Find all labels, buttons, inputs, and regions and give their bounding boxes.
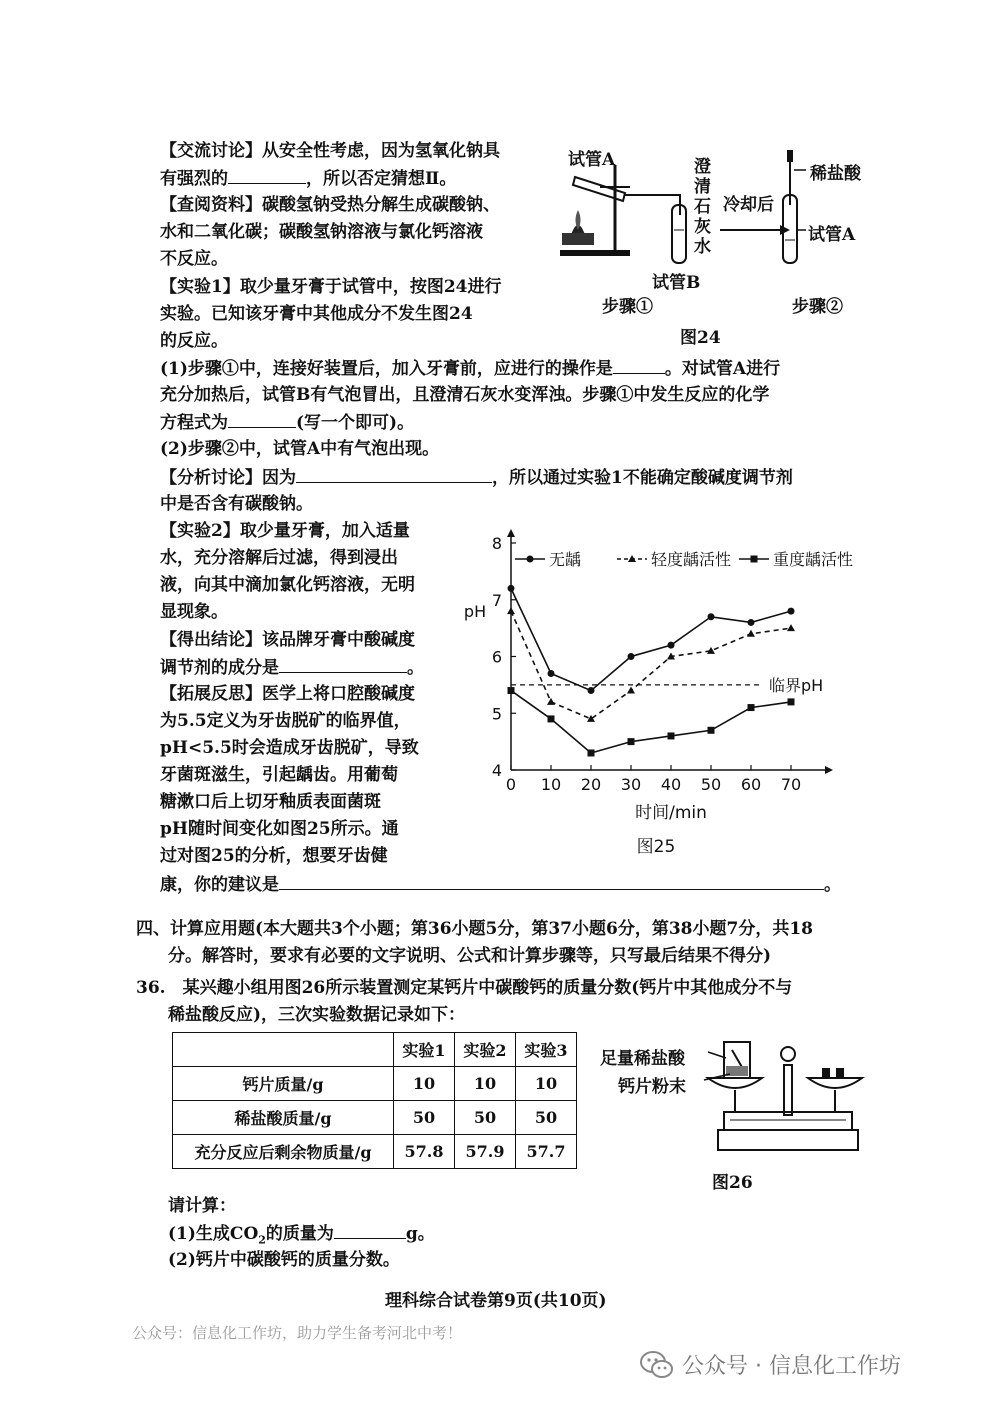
text-calc: 请计算： <box>168 1196 236 1216</box>
text-experiment-2: 【实验2】取少量牙膏，加入适量 <box>160 521 410 541</box>
data-point <box>668 732 675 739</box>
data-point <box>548 715 555 722</box>
text-calc-2: (2)钙片中碳酸钙的质量分数。 <box>168 1250 400 1270</box>
table-cell: 稀盐酸质量/g <box>173 1101 394 1135</box>
table-cell: 57.8 <box>394 1135 455 1169</box>
text-q36: 36. 某兴趣小组用图26所示装置测定某钙片中碳酸钙的质量分数(钙片中其他成分不与 <box>136 978 793 998</box>
label-tube-a-step2: 试管A <box>808 225 856 245</box>
x-tick-label: 60 <box>740 775 762 794</box>
text-line: 调节剂的成分是 。 <box>160 658 424 678</box>
text-exchange-discussion: 【交流讨论】从安全性考虑，因为氢氧化钠具 <box>160 141 500 161</box>
table-cell: 50 <box>455 1101 516 1135</box>
text-line: 液，向其中滴加氯化钙溶液，无明 <box>160 575 415 595</box>
table-row <box>173 1135 577 1169</box>
blank-answer[interactable] <box>279 873 824 890</box>
data-point <box>748 704 755 711</box>
legend-marker <box>751 556 758 563</box>
table-cell: 10 <box>516 1067 577 1101</box>
blank-answer[interactable] <box>228 411 296 428</box>
table-cell: 充分反应后剩余物质量/g <box>173 1135 394 1169</box>
label-step-2: 步骤② <box>792 297 843 317</box>
table-cell: 10 <box>394 1067 455 1101</box>
y-tick-label: 7 <box>491 590 503 610</box>
y-axis-label: pH <box>463 601 487 621</box>
caption-figure-25: 图25 <box>636 837 676 855</box>
y-tick-label: 8 <box>491 534 503 553</box>
data-point <box>628 738 635 745</box>
data-point <box>588 749 595 756</box>
blank-answer[interactable] <box>613 357 665 374</box>
figure-24 <box>540 135 880 348</box>
text-line: 牙菌斑滋生，引起龋齿。用葡萄 <box>160 765 398 785</box>
figure-26 <box>600 1030 870 1195</box>
text-line: 过对图25的分析，想要牙齿健 <box>160 846 388 866</box>
label-dilute-hcl: 稀盐酸 <box>810 164 861 184</box>
data-point <box>788 698 795 705</box>
y-tick-label: 5 <box>491 704 503 724</box>
text-line: 的反应。 <box>160 331 228 351</box>
text-line: 有强烈的 ，所以否定猜想Ⅱ。 <box>160 169 457 189</box>
label-cool: 冷却后 <box>723 195 774 215</box>
label-tablet-powder: 钙片粉末 <box>618 1077 686 1097</box>
data-point <box>627 687 635 694</box>
table-header-cell: 实验3 <box>516 1033 577 1067</box>
text-line: 充分加热后，试管B有气泡冒出，且澄清石灰水变浑浊。步骤①中发生反应的化学 <box>160 385 770 405</box>
text-conclusion: 【得出结论】该品牌牙膏中酸碱度 <box>160 630 415 650</box>
table-cell: 57.7 <box>516 1135 577 1169</box>
data-point <box>628 653 635 660</box>
x-tick-label: 20 <box>580 775 602 794</box>
x-axis-arrow <box>825 766 833 774</box>
data-point <box>788 608 795 615</box>
text-reference: 【查阅资料】碳酸氢钠受热分解生成碳酸钠、 <box>160 195 500 215</box>
data-point <box>747 630 755 637</box>
x-axis-label: 时间/min <box>635 803 707 823</box>
data-point <box>588 687 595 694</box>
brand-watermark <box>640 1349 901 1380</box>
brand-text: 公众号 · 信息化工作坊 <box>682 1354 901 1379</box>
text-line: pH<5.5时会造成牙齿脱矿，导致 <box>160 738 419 758</box>
legend-label: 重度龋活性 <box>773 550 854 569</box>
text-line: 康，你的建议是 。 <box>160 875 841 895</box>
threshold-label: 临界pH <box>769 675 824 695</box>
figure-25-chart <box>455 525 875 855</box>
data-point <box>708 727 715 734</box>
label-step-1: 步骤① <box>602 297 653 317</box>
x-tick-label: 50 <box>700 775 722 794</box>
y-tick-label: 4 <box>491 761 503 780</box>
table-header-row <box>173 1033 577 1067</box>
text-q1: (1)步骤①中，连接好装置后，加入牙膏前，应进行的操作是 。对试管A进行 <box>160 359 781 379</box>
text-calc-1: (1)生成$CO_2$的质量为 g。 <box>168 1224 435 1247</box>
text-line: 方程式为 (写一个即可)。 <box>160 413 415 433</box>
x-tick-label: 0 <box>505 775 517 794</box>
y-tick-label: 6 <box>491 647 503 667</box>
caption-figure-24: 图24 <box>680 328 721 348</box>
text-line: 不反应。 <box>160 249 228 269</box>
legend-marker <box>527 556 534 563</box>
table-cell: 50 <box>516 1101 577 1135</box>
text-line: 稀盐酸反应)，三次实验数据记录如下： <box>168 1005 466 1025</box>
text-line: pH随时间变化如图25所示。通 <box>160 819 399 839</box>
text-line: 分。解答时，要求有必要的文字说明、公式和计算步骤等，只写最后结果不得分) <box>168 946 772 966</box>
footer-note: 公众号：信息化工作坊，助力学生备考河北中考！ <box>132 1324 463 1342</box>
data-point <box>668 642 675 649</box>
blank-answer[interactable] <box>279 656 407 673</box>
y-axis-arrow <box>507 529 515 537</box>
text-reflection: 【拓展反思】医学上将口腔酸碱度 <box>160 684 415 704</box>
table-cell: 57.9 <box>455 1135 516 1169</box>
caption-figure-26: 图26 <box>712 1173 753 1193</box>
table-cell: 钙片质量/g <box>173 1067 394 1101</box>
data-point <box>748 619 755 626</box>
text-q2: (2)步骤②中，试管A中有气泡出现。 <box>160 439 440 459</box>
blank-answer[interactable] <box>334 1222 406 1239</box>
label-excess-hcl: 足量稀盐酸 <box>600 1049 685 1069</box>
text-experiment-1: 【实验1】取少量牙膏于试管中，按图24进行 <box>160 277 502 297</box>
section-4-heading: 四、计算应用题(本大题共3个小题；第36小题5分，第37小题6分，第38小题7分，共18 <box>136 919 813 939</box>
legend-label: 轻度龋活性 <box>651 550 732 569</box>
text-analysis: 【分析讨论】因为 ，所以通过实验1不能确定酸碱度调节剂 <box>160 468 793 488</box>
table-header-cell: 实验2 <box>455 1033 516 1067</box>
text-line: 实验。已知该牙膏中其他成分不发生图24 <box>160 304 473 324</box>
data-point <box>508 687 515 694</box>
table-header-cell <box>173 1033 394 1067</box>
table-cell: 50 <box>394 1101 455 1135</box>
data-point <box>707 647 715 654</box>
text-line: 中是否含有碳酸钠。 <box>160 494 313 514</box>
data-point <box>787 624 795 631</box>
text-line: 显现象。 <box>160 602 228 622</box>
blank-answer[interactable] <box>296 466 492 483</box>
text-line: 水和二氧化碳；碳酸氢钠溶液与氯化钙溶液 <box>160 222 483 242</box>
table-header-cell: 实验1 <box>394 1033 455 1067</box>
wechat-icon <box>640 1350 674 1380</box>
x-tick-label: 40 <box>660 775 682 794</box>
data-point <box>548 670 555 677</box>
table-row <box>173 1067 577 1101</box>
data-point <box>708 613 715 620</box>
x-tick-label: 70 <box>780 775 802 794</box>
page-number: 理科综合试卷第9页(共10页) <box>385 1291 607 1311</box>
x-tick-label: 30 <box>620 775 642 794</box>
legend-label: 无龋 <box>549 550 582 569</box>
data-point <box>507 607 515 614</box>
data-point <box>547 698 555 705</box>
label-tube-b: 试管B <box>652 273 701 293</box>
table-row <box>173 1101 577 1135</box>
label-tube-a: 试管A <box>568 150 616 170</box>
label-lime-water: 澄清石灰水 <box>694 157 711 257</box>
blank-answer[interactable] <box>228 167 306 184</box>
data-table <box>172 1032 577 1169</box>
text-line: 糖漱口后上切牙釉质表面菌斑 <box>160 792 381 812</box>
data-point <box>508 585 515 592</box>
table-cell: 10 <box>455 1067 516 1101</box>
text-line: 水，充分溶解后过滤，得到浸出 <box>160 548 398 568</box>
text-line: 为5.5定义为牙齿脱矿的临界值， <box>160 711 411 731</box>
x-tick-label: 10 <box>540 775 562 794</box>
